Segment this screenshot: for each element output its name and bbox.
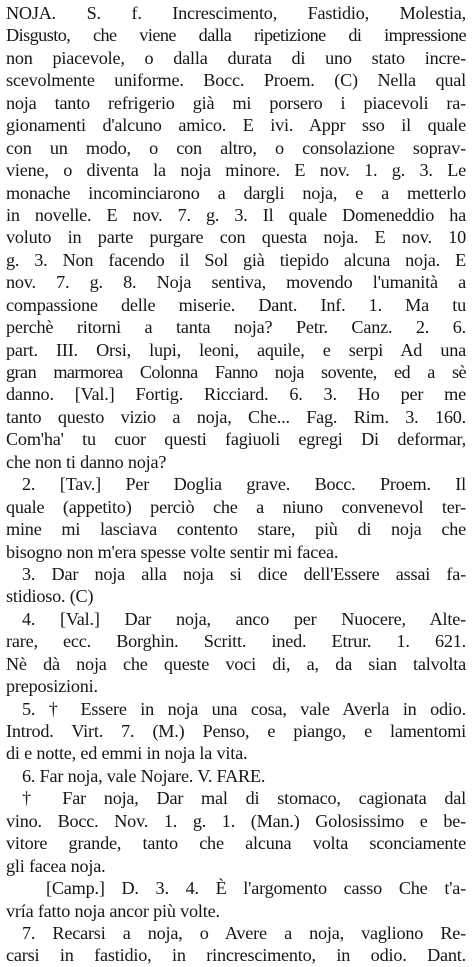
- text-line: vino. Bocc. Nov. 1. g. 1. (Man.) Golosissimo e be-: [6, 810, 466, 831]
- text-line: quale (appetito) perciò che a niuno convenevol ter-: [6, 496, 466, 517]
- text-line: NOJA. S. f. Increscimento, Fastidio, Molestia,: [6, 3, 466, 23]
- dictionary-entry-noja: [6, 2, 466, 967]
- text-line: Nè dà noja che queste voci di, a, da sian talvolta: [6, 653, 466, 674]
- text-line: bisogno non m'era spesse volte sentir mi facea.: [6, 541, 339, 562]
- text-line: voluto in parte purgare con questa noja. E nov. 10: [6, 227, 466, 248]
- text-line: 7. Recarsi a noja, o Avere a noja, vagliono Re-: [22, 922, 466, 943]
- text-line: con un modo, o con altro, o consolazione soprav-: [6, 137, 466, 158]
- text-line: compassione delle miserie. Dant. Inf. 1. Ma tu: [6, 294, 466, 315]
- text-line: non piacevole, o dalla durata di uno stato incre-: [6, 47, 466, 68]
- text-line: part. III. Orsi, lupi, leoni, aquile, e serpi Ad una: [6, 339, 466, 360]
- text-line: vría fatto noja ancor più volte.: [6, 900, 220, 921]
- text-line: † Far noja, Dar mal di stomaco, cagionata dal: [22, 788, 466, 809]
- text-line: di e notte, ed emmi in noja la vita.: [6, 743, 248, 764]
- text-line: perchè ritorni a tanta noja? Petr. Canz. 2. 6.: [6, 317, 466, 338]
- text-line: 2. [Tav.] Per Doglia grave. Bocc. Proem. Il: [22, 474, 466, 495]
- text-line: in novelle. E nov. 7. g. 3. Il quale Domeneddio ha: [6, 204, 466, 225]
- text-line: rare, ecc. Borghin. Scritt. ined. Etrur. 1. 621.: [6, 631, 466, 652]
- text-line: monache incominciarono a dargli noja, e a metterlo: [6, 182, 466, 203]
- text-line: 3. Dar noja alla noja si dice dell'Essere assai fa-: [22, 563, 466, 584]
- text-line: preposizioni.: [6, 676, 98, 697]
- text-line: 6. Far noja, vale Nojare. V. FARE.: [22, 765, 266, 786]
- text-line: viene, o diventa la noja minore. E nov. 1. g. 3. Le: [6, 160, 466, 181]
- text-line: vitore grande, tanto che alcuna volta sconciamente: [6, 833, 466, 854]
- text-line: mine mi lasciava contento stare, più di noja che: [6, 519, 466, 540]
- text-line: 4. [Val.] Dar noja, anco per Nuocere, Alte-: [22, 608, 466, 629]
- text-line: tanto questo vizio a noja, Che... Fag. Rim. 3. 160.: [6, 406, 466, 427]
- text-line: 5. † Essere in noja una cosa, vale Averla in odio.: [22, 698, 466, 719]
- text-line: Introd. Virt. 7. (M.) Penso, e piango, e lamentomi: [6, 721, 466, 741]
- text-line: noja tanto refrigerio già mi porsero i piacevoli ra-: [6, 92, 466, 113]
- text-line: g. 3. Non facendo il Sol già tiepido alcuna noja. E: [6, 249, 466, 270]
- text-line: Com'ha' tu cuor questi fagiuoli egregi Di deformar,: [6, 429, 466, 450]
- text-line: scevolmente uniforme. Bocc. Proem. (C) Nella qual: [6, 70, 466, 91]
- text-line: danno. [Val.] Fortig. Ricciard. 6. 3. Ho per me: [6, 384, 466, 405]
- dictionary-page: [6, 2, 466, 967]
- text-line: stidioso. (C): [6, 586, 94, 607]
- text-line: nov. 7. g. 8. Noja sentiva, movendo l'umanità a: [6, 272, 466, 293]
- text-line: carsi in fastidio, in rincrescimento, in odio. Dant.: [6, 945, 466, 966]
- text-line: che non ti danno noja?: [6, 451, 167, 472]
- text-line: Disgusto, che viene dalla ripetizione di impressione: [6, 25, 466, 46]
- text-line: gli facea noja.: [6, 855, 106, 876]
- text-line: gran marmorea Colonna Fanno noja sovente, ed a sè: [6, 362, 466, 382]
- text-line: gionamenti d'alcuno amico. E ivi. Appr sso il quale: [6, 115, 466, 136]
- text-line: [Camp.] D. 3. 4. È l'argomento casso Che t'a-: [46, 878, 466, 899]
